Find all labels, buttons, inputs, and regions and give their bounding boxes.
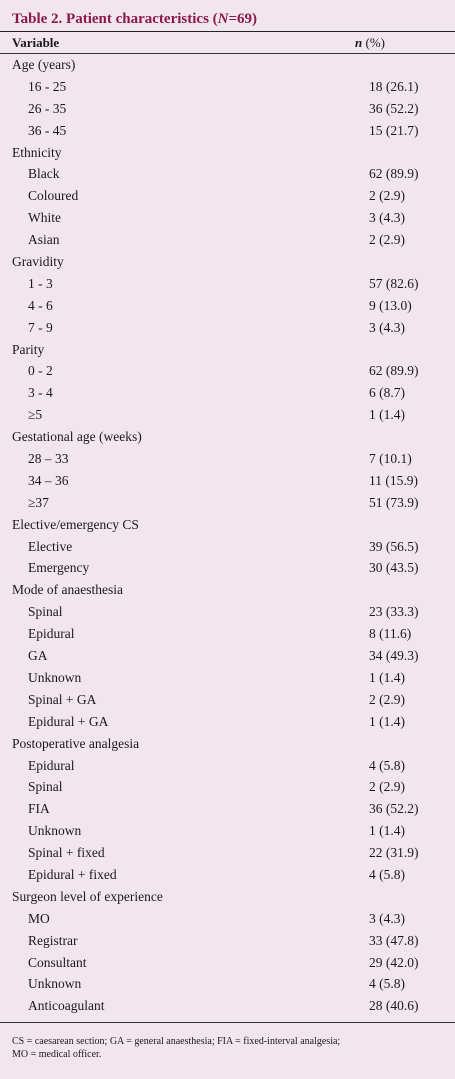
row-label: Epidural + GA <box>28 713 109 729</box>
table-title-suffix: =69) <box>228 11 258 27</box>
table-row <box>0 163 455 185</box>
row-label: Spinal + fixed <box>28 845 105 861</box>
row-value: 11 (15.9) <box>369 472 418 488</box>
row-value: 1 (1.4) <box>369 713 405 729</box>
table-footnote <box>12 1035 415 1061</box>
table-row <box>0 973 455 995</box>
row-value: 23 (33.3) <box>369 604 419 620</box>
table-row <box>0 295 455 317</box>
header-n: n <box>355 35 363 50</box>
row-label: 26 - 35 <box>28 100 67 116</box>
row-label: Black <box>28 166 60 182</box>
row-value: 4 (5.8) <box>369 757 405 773</box>
row-label: Asian <box>28 232 60 248</box>
row-value: 3 (4.3) <box>369 210 405 226</box>
table-group-row <box>0 54 455 76</box>
row-label: Unknown <box>28 669 82 685</box>
row-value: 2 (2.9) <box>369 232 405 248</box>
table-row <box>0 185 455 207</box>
row-label: Unknown <box>28 823 82 839</box>
table-row <box>0 667 455 689</box>
row-value: 1 (1.4) <box>369 823 405 839</box>
table-body <box>0 54 455 1017</box>
row-value: 2 (2.9) <box>369 779 405 795</box>
row-value: 39 (56.5) <box>369 538 419 554</box>
table-row <box>0 601 455 623</box>
row-label: 4 - 6 <box>28 297 53 313</box>
row-value: 22 (31.9) <box>369 845 419 861</box>
table-header <box>0 33 455 53</box>
row-label: Elective <box>28 538 73 554</box>
bottom-rule <box>0 1022 455 1023</box>
row-value: 4 (5.8) <box>369 866 405 882</box>
row-value: 2 (2.9) <box>369 691 405 707</box>
table-row <box>0 207 455 229</box>
table-group-row <box>0 886 455 908</box>
row-label: 0 - 2 <box>28 363 53 379</box>
row-label: 34 – 36 <box>28 472 69 488</box>
footnote-line-1: CS = caesarean section; GA = general anaesthesia; FIA = fixed-interval analgesia; <box>12 1036 341 1047</box>
row-value: 1 (1.4) <box>369 407 405 423</box>
group-label: Surgeon level of experience <box>12 888 163 904</box>
table-row <box>0 711 455 733</box>
table-row <box>0 492 455 514</box>
row-value: 9 (13.0) <box>369 297 412 313</box>
table-row <box>0 776 455 798</box>
table-row <box>0 76 455 98</box>
row-label: Registrar <box>28 932 78 948</box>
group-label: Age (years) <box>12 57 76 72</box>
row-label: White <box>28 210 61 226</box>
row-value: 6 (8.7) <box>369 385 405 401</box>
row-value: 62 (89.9) <box>369 166 419 182</box>
table-group-row <box>0 514 455 536</box>
table-title-prefix: Table 2. Patient characteristics ( <box>12 11 218 27</box>
footnote-line-2: MO = medical officer. <box>12 1049 102 1060</box>
row-value: 33 (47.8) <box>369 932 419 948</box>
row-label: 36 - 45 <box>28 122 67 138</box>
table-group-row <box>0 251 455 273</box>
group-label: Gravidity <box>12 254 64 270</box>
row-value: 30 (43.5) <box>369 560 419 576</box>
row-label: Epidural + fixed <box>28 866 117 882</box>
row-value: 36 (52.2) <box>369 801 419 817</box>
table-row <box>0 273 455 295</box>
table-row <box>0 995 455 1017</box>
table-row <box>0 557 455 579</box>
group-label: Postoperative analgesia <box>12 735 140 751</box>
row-value: 36 (52.2) <box>369 100 419 116</box>
table-row <box>0 864 455 886</box>
table-row <box>0 820 455 842</box>
row-label: 1 - 3 <box>28 275 53 291</box>
row-value: 28 (40.6) <box>369 998 419 1014</box>
header-n-pct <box>355 35 385 51</box>
row-label: Unknown <box>28 976 82 992</box>
row-value: 8 (11.6) <box>369 626 412 642</box>
row-label: Spinal + GA <box>28 691 97 707</box>
row-label: GA <box>28 648 48 664</box>
row-value: 57 (82.6) <box>369 275 419 291</box>
table-row <box>0 798 455 820</box>
row-value: 15 (21.7) <box>369 122 419 138</box>
table-row <box>0 755 455 777</box>
row-value: 18 (26.1) <box>369 78 419 94</box>
group-label: Elective/emergency CS <box>12 516 139 532</box>
table-group-row <box>0 142 455 164</box>
row-value: 29 (42.0) <box>369 954 419 970</box>
row-label: 3 - 4 <box>28 385 53 401</box>
header-pct: (%) <box>362 35 385 50</box>
table-row <box>0 536 455 558</box>
row-value: 34 (49.3) <box>369 648 419 664</box>
row-label: Emergency <box>28 560 90 576</box>
top-rule <box>0 31 455 32</box>
row-label: Consultant <box>28 954 87 970</box>
row-value: 2 (2.9) <box>369 188 405 204</box>
table-row <box>0 382 455 404</box>
row-label: ≥37 <box>28 494 49 510</box>
table-row <box>0 120 455 142</box>
row-label: FIA <box>28 801 50 817</box>
table-group-row <box>0 579 455 601</box>
group-label: Ethnicity <box>12 144 62 160</box>
group-label: Mode of anaesthesia <box>12 582 123 598</box>
row-value: 3 (4.3) <box>369 319 405 335</box>
row-label: Epidural <box>28 626 75 642</box>
table-row <box>0 317 455 339</box>
row-label: MO <box>28 910 50 926</box>
table-group-row <box>0 426 455 448</box>
table-row <box>0 689 455 711</box>
row-label: 28 – 33 <box>28 451 69 467</box>
table-title-n: N <box>217 11 229 27</box>
table-row <box>0 448 455 470</box>
table-row <box>0 404 455 426</box>
row-label: Spinal <box>28 779 63 795</box>
table-group-row <box>0 339 455 361</box>
table-row <box>0 98 455 120</box>
table-title <box>0 0 455 30</box>
row-label: Spinal <box>28 604 63 620</box>
row-label: Anticoagulant <box>28 998 105 1014</box>
table-row <box>0 645 455 667</box>
table-row <box>0 360 455 382</box>
table-row <box>0 842 455 864</box>
row-value: 1 (1.4) <box>369 669 405 685</box>
table-row <box>0 908 455 930</box>
row-value: 62 (89.9) <box>369 363 419 379</box>
table-group-row <box>0 733 455 755</box>
row-label: Epidural <box>28 757 75 773</box>
table-row <box>0 470 455 492</box>
row-value: 4 (5.8) <box>369 976 405 992</box>
table-row <box>0 952 455 974</box>
table-row <box>0 930 455 952</box>
row-label: Coloured <box>28 188 79 204</box>
group-label: Gestational age (weeks) <box>12 429 142 445</box>
table-row <box>0 229 455 251</box>
row-value: 3 (4.3) <box>369 910 405 926</box>
table-row <box>0 623 455 645</box>
row-label: 16 - 25 <box>28 78 67 94</box>
header-variable: Variable <box>12 35 60 50</box>
row-label: 7 - 9 <box>28 319 53 335</box>
row-value: 7 (10.1) <box>369 451 412 467</box>
group-label: Parity <box>12 341 45 357</box>
row-label: ≥5 <box>28 407 43 423</box>
row-value: 51 (73.9) <box>369 494 419 510</box>
